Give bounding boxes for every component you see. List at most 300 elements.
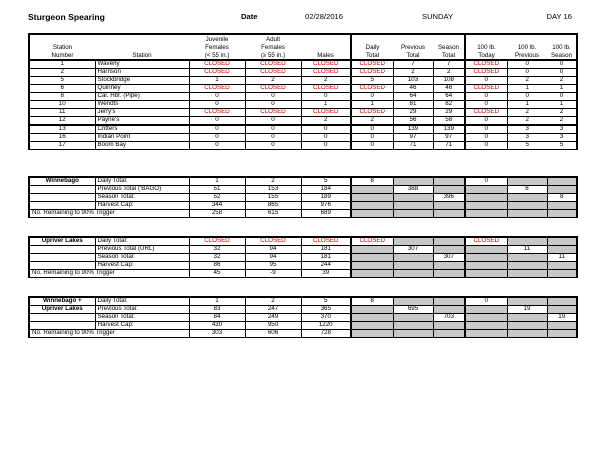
cell-season: 82 <box>433 101 465 109</box>
summary-lb-today <box>465 202 507 210</box>
cell-males: CLOSED <box>301 60 351 69</box>
cell-num: 8 <box>29 93 95 101</box>
summary-lb-previous <box>507 262 547 270</box>
cell-juv: CLOSED <box>189 69 245 77</box>
summary-males: 181 <box>301 246 351 254</box>
summary-label: No. Remaining to 90% Trigger <box>29 270 189 278</box>
summary-males: 5 <box>301 177 351 186</box>
cell-t: CLOSED <box>465 85 507 93</box>
cell-name: Critters <box>95 125 189 134</box>
cell-adult: 2 <box>245 77 301 85</box>
summary-label: Harvest Cap: <box>95 322 189 330</box>
cell-t: 0 <box>465 125 507 134</box>
summary-adult: 2 <box>245 297 301 306</box>
table-row <box>29 101 577 109</box>
cell-adult: 0 <box>245 142 301 150</box>
summary-label: Harvest Cap: <box>95 202 189 210</box>
column-header-daily: Daily <box>351 43 393 51</box>
summary-adult: 94 <box>245 254 301 262</box>
summary-lb-previous <box>507 322 547 330</box>
summary-adult: 247 <box>245 306 301 314</box>
summary-lb-today <box>465 314 507 322</box>
cell-males: 0 <box>301 125 351 134</box>
cell-name: Jerry's <box>95 109 189 117</box>
summary-lb-today <box>465 194 507 202</box>
column-header-juvenile: Juvenile <box>189 34 245 43</box>
summary-daily-total <box>351 210 393 218</box>
summary-previous-total: 307 <box>393 246 433 254</box>
summary-juv: 83 <box>189 306 245 314</box>
header-row <box>29 43 577 51</box>
cell-num: 11 <box>29 109 95 117</box>
summary-label: Season Total: <box>95 254 189 262</box>
summary-adult: 95 <box>245 262 301 270</box>
column-header-juvenile: Females <box>205 43 229 51</box>
summary-males: 5 <box>301 297 351 306</box>
summary-lb-today <box>465 186 507 194</box>
summary-row-remaining <box>29 270 577 278</box>
column-header-previous: Total <box>393 51 433 60</box>
summary-name: Upriver Lakes <box>29 237 95 246</box>
summary-season-total <box>433 262 465 270</box>
column-header-season: Season <box>438 43 459 51</box>
table-row <box>29 117 577 126</box>
report-date: 02/28/2016 <box>305 12 344 21</box>
summary-label: Season Total: <box>95 314 189 322</box>
cell-males: CLOSED <box>301 109 351 117</box>
summary-lb-previous <box>507 330 547 338</box>
cell-daily: CLOSED <box>351 109 393 117</box>
cell-daily: 5 <box>351 77 393 85</box>
header-row <box>29 34 577 43</box>
summary-lb-season <box>547 177 577 186</box>
summary-lb-season <box>547 210 577 218</box>
summary-daily-total <box>351 202 393 210</box>
column-header-station <box>95 34 189 43</box>
summary-previous-total <box>393 254 433 262</box>
cell-prev: 139 <box>393 125 433 134</box>
cell-juv: 0 <box>189 117 245 126</box>
report-header <box>28 12 572 26</box>
cell-adult: 0 <box>245 101 301 109</box>
cell-season: 46 <box>433 85 465 93</box>
summary-season-total <box>433 237 465 246</box>
summary-name-continued: Upriver Lakes <box>29 306 95 314</box>
summary-males: 184 <box>301 186 351 194</box>
cell-num: 12 <box>29 117 95 126</box>
summary-juv: 32 <box>189 254 245 262</box>
column-header-males: Males <box>301 51 351 60</box>
summary-lb-today <box>465 262 507 270</box>
cell-daily: 0 <box>351 125 393 134</box>
summary-adult: -9 <box>245 270 301 278</box>
summary-juv: 303 <box>189 330 245 338</box>
cell-num: 5 <box>29 77 95 85</box>
cell-season: 7 <box>433 60 465 69</box>
summary-juv: 32 <box>189 246 245 254</box>
summary-lb-season: 19 <box>547 314 577 322</box>
summary-previous-total <box>393 297 433 306</box>
column-header-season <box>433 34 465 43</box>
cell-p: 2 <box>507 117 547 126</box>
summary-label: Daily Total: <box>95 177 189 186</box>
cell-s: 0 <box>547 60 577 69</box>
cell-daily: 2 <box>351 117 393 126</box>
summary-name-continued <box>29 186 95 194</box>
summary-lb-previous <box>507 177 547 186</box>
cell-season: 71 <box>433 142 465 150</box>
cell-juv: 0 <box>189 142 245 150</box>
cell-prev: 64 <box>393 93 433 101</box>
column-header-daily <box>351 34 393 43</box>
summary-label: Daily Total: <box>95 297 189 306</box>
cell-t: CLOSED <box>465 109 507 117</box>
summary-lb-previous: 19 <box>507 306 547 314</box>
summary-previous-total: 695 <box>393 306 433 314</box>
cell-season: 97 <box>433 134 465 142</box>
summary-juv: 1 <box>189 297 245 306</box>
summary-daily-total <box>351 246 393 254</box>
column-header-station-number: Station <box>29 43 95 51</box>
cell-name: Waverly <box>95 60 189 69</box>
cell-adult: CLOSED <box>245 85 301 93</box>
cell-num: 2 <box>29 69 95 77</box>
summary-juv: 52 <box>189 194 245 202</box>
summary-daily-total <box>351 330 393 338</box>
summary-row-cap <box>29 262 577 270</box>
column-header-station-number <box>29 34 95 43</box>
cell-s: 1 <box>547 101 577 109</box>
cell-juv: 0 <box>189 134 245 142</box>
table-row <box>29 85 577 93</box>
summary-season-total <box>433 297 465 306</box>
summary-row-remaining <box>29 330 577 338</box>
cell-prev: 103 <box>393 77 433 85</box>
column-header-station <box>95 43 189 51</box>
cell-s: 0 <box>547 93 577 101</box>
cell-num: 16 <box>29 134 95 142</box>
summary-season-total <box>433 202 465 210</box>
column-header-lb-previous <box>507 34 547 43</box>
cell-t: 0 <box>465 134 507 142</box>
summary-previous-total <box>393 270 433 278</box>
cell-p: 0 <box>507 60 547 69</box>
summary-lb-season <box>547 270 577 278</box>
summary-name-spacer <box>29 262 95 270</box>
column-header-lb-today: Today <box>465 51 507 60</box>
cell-daily: 1 <box>351 101 393 109</box>
cell-t: CLOSED <box>465 69 507 77</box>
summary-males: 1220 <box>301 322 351 330</box>
summary-row-cap <box>29 322 577 330</box>
summary-daily-total <box>351 314 393 322</box>
summary-previous-total: 388 <box>393 186 433 194</box>
summary-name-continued <box>29 246 95 254</box>
summary-males: 244 <box>301 262 351 270</box>
cell-t: 0 <box>465 142 507 150</box>
cell-adult: 0 <box>245 125 301 134</box>
summary-season-total <box>433 322 465 330</box>
summary-previous-total <box>393 237 433 246</box>
summary-name-spacer <box>29 322 95 330</box>
table-row <box>29 125 577 134</box>
summary-name-spacer <box>29 314 95 322</box>
summary-previous-total <box>393 262 433 270</box>
cell-juv: 0 <box>189 101 245 109</box>
cell-p: 2 <box>507 109 547 117</box>
cell-name: Stockbridge <box>95 77 189 85</box>
column-header-lb-previous: 100 lb. <box>517 43 537 51</box>
summary-males: 689 <box>301 210 351 218</box>
summary-lb-previous <box>507 210 547 218</box>
cell-num: 13 <box>29 125 95 134</box>
cell-name: Payne's <box>95 117 189 126</box>
cell-adult: 0 <box>245 134 301 142</box>
column-header-males <box>301 34 351 43</box>
cell-t: CLOSED <box>465 60 507 69</box>
cell-males: 0 <box>301 134 351 142</box>
cell-males: 2 <box>301 117 351 126</box>
summary-adult: 2 <box>245 177 301 186</box>
cell-name: Quinney <box>95 85 189 93</box>
summary-previous-total <box>393 202 433 210</box>
cell-num: 6 <box>29 85 95 93</box>
summary-lb-previous <box>507 270 547 278</box>
summary-daily-total: CLOSED <box>351 237 393 246</box>
summary-previous-total <box>393 210 433 218</box>
summary-adult: 155 <box>245 194 301 202</box>
summary-row-remaining <box>29 210 577 218</box>
summary-males: CLOSED <box>301 237 351 246</box>
summary-label: Harvest Cap: <box>95 262 189 270</box>
cell-males: CLOSED <box>301 69 351 77</box>
column-header-station-number: Number <box>29 51 95 60</box>
summary-name-spacer <box>29 202 95 210</box>
table-row <box>29 134 577 142</box>
summary-row-previous <box>29 306 577 314</box>
summary-daily-total <box>351 270 393 278</box>
summary-lb-previous <box>507 314 547 322</box>
cell-s: 3 <box>547 125 577 134</box>
column-header-lb-season: Season <box>547 51 577 60</box>
summary-season-total <box>433 246 465 254</box>
summary-name-spacer <box>29 194 95 202</box>
cell-males: 0 <box>301 142 351 150</box>
summary-lb-today <box>465 270 507 278</box>
summary-lb-today <box>465 210 507 218</box>
station-table <box>28 33 578 150</box>
summary-lb-season: 11 <box>547 254 577 262</box>
summary-daily-total: 8 <box>351 297 393 306</box>
table-row <box>29 93 577 101</box>
cell-p: 3 <box>507 134 547 142</box>
header-row <box>29 51 577 60</box>
summary-adult: 94 <box>245 246 301 254</box>
summary-juv: 51 <box>189 186 245 194</box>
cell-t: 0 <box>465 117 507 126</box>
summary-row-cap <box>29 202 577 210</box>
cell-males: 0 <box>301 93 351 101</box>
cell-juv: CLOSED <box>189 85 245 93</box>
summary-lb-previous: 11 <box>507 246 547 254</box>
summary-adult: 615 <box>245 210 301 218</box>
summary-season-total <box>433 186 465 194</box>
summary-lb-today <box>465 246 507 254</box>
report-day: DAY 16 <box>546 12 572 21</box>
summary-season-total <box>433 210 465 218</box>
cell-prev: 71 <box>393 142 433 150</box>
cell-p: 5 <box>507 142 547 150</box>
cell-p: 1 <box>507 101 547 109</box>
column-header-males <box>301 43 351 51</box>
cell-s: 5 <box>547 142 577 150</box>
summary-lb-previous <box>507 237 547 246</box>
cell-prev: 29 <box>393 109 433 117</box>
summary-males: 976 <box>301 202 351 210</box>
cell-season: 64 <box>433 93 465 101</box>
summary-lb-previous <box>507 202 547 210</box>
column-header-lb-today <box>465 34 507 43</box>
column-header-lb-today: 100 lb. <box>465 43 507 51</box>
cell-daily: CLOSED <box>351 60 393 69</box>
column-header-lb-previous: Previous <box>507 51 547 60</box>
column-header-station: Station <box>95 51 189 60</box>
combined-summary <box>28 296 578 338</box>
cell-season: 139 <box>433 125 465 134</box>
cell-name: Wendts <box>95 101 189 109</box>
summary-row-daily <box>29 237 577 246</box>
summary-row-daily <box>29 297 577 306</box>
summary-juv: 86 <box>189 262 245 270</box>
column-header-adult: Females <box>261 43 285 51</box>
cell-adult: 0 <box>245 93 301 101</box>
column-header-lb-season: 100 lb. <box>547 43 577 51</box>
summary-lb-today <box>465 306 507 314</box>
summary-label: Previous Total (URL) <box>95 246 189 254</box>
date-label: Date <box>241 12 258 21</box>
cell-name: Cal. Hbr. (Pipe) <box>95 93 189 101</box>
cell-p: 1 <box>507 85 547 93</box>
cell-males: 2 <box>301 77 351 85</box>
summary-name: Winnebago + <box>29 297 95 306</box>
cell-daily: CLOSED <box>351 85 393 93</box>
summary-lb-today: 0 <box>465 177 507 186</box>
summary-males: 370 <box>301 314 351 322</box>
cell-juv: CLOSED <box>189 60 245 69</box>
cell-daily: 0 <box>351 134 393 142</box>
summary-label: Previous Total: <box>95 306 189 314</box>
cell-p: 0 <box>507 69 547 77</box>
column-header-adult: (≥ 55 in.) <box>245 51 301 60</box>
cell-males: 1 <box>301 101 351 109</box>
summary-daily-total <box>351 322 393 330</box>
cell-num: 17 <box>29 142 95 150</box>
cell-adult: CLOSED <box>245 109 301 117</box>
cell-adult: CLOSED <box>245 69 301 77</box>
cell-prev: 46 <box>393 85 433 93</box>
table-row <box>29 60 577 69</box>
summary-previous-total <box>393 194 433 202</box>
summary-adult: 950 <box>245 322 301 330</box>
summary-season-total <box>433 270 465 278</box>
summary-label: Season Total: <box>95 194 189 202</box>
summary-season-total <box>433 330 465 338</box>
column-header-previous <box>393 34 433 43</box>
upriver-lakes-summary <box>28 236 578 278</box>
summary-juv: 344 <box>189 202 245 210</box>
summary-juv: 430 <box>189 322 245 330</box>
column-header-adult: Adult <box>245 34 301 43</box>
summary-juv: 84 <box>189 314 245 322</box>
summary-name-spacer <box>29 254 95 262</box>
cell-daily: CLOSED <box>351 69 393 77</box>
summary-males: 181 <box>301 254 351 262</box>
summary-adult: 249 <box>245 314 301 322</box>
cell-daily: 0 <box>351 142 393 150</box>
summary-season-total <box>433 306 465 314</box>
cell-name: Boom Bay <box>95 142 189 150</box>
summary-lb-today <box>465 330 507 338</box>
summary-lb-previous: 8 <box>507 186 547 194</box>
summary-previous-total <box>393 314 433 322</box>
cell-season: 108 <box>433 77 465 85</box>
summary-season-total <box>433 177 465 186</box>
cell-name: Harrison <box>95 69 189 77</box>
cell-prev: 97 <box>393 134 433 142</box>
summary-previous-total <box>393 177 433 186</box>
summary-adult: 865 <box>245 202 301 210</box>
summary-lb-previous <box>507 254 547 262</box>
summary-lb-previous <box>507 194 547 202</box>
summary-daily-total <box>351 306 393 314</box>
cell-juv: 1 <box>189 77 245 85</box>
table-row <box>29 77 577 85</box>
cell-num: 1 <box>29 60 95 69</box>
summary-lb-season: 8 <box>547 194 577 202</box>
cell-t: 0 <box>465 93 507 101</box>
summary-season-total: 396 <box>433 194 465 202</box>
summary-season-total: 703 <box>433 314 465 322</box>
summary-males: 39 <box>301 270 351 278</box>
summary-lb-today <box>465 322 507 330</box>
cell-p: 2 <box>507 77 547 85</box>
summary-row-previous <box>29 186 577 194</box>
summary-daily-total <box>351 262 393 270</box>
summary-row-season <box>29 254 577 262</box>
report-title: Sturgeon Spearing <box>28 12 105 22</box>
summary-lb-season <box>547 237 577 246</box>
cell-name: Indian Point <box>95 134 189 142</box>
cell-juv: 0 <box>189 93 245 101</box>
cell-juv: CLOSED <box>189 109 245 117</box>
cell-t: 0 <box>465 77 507 85</box>
summary-name: Winnebago <box>29 177 95 186</box>
summary-adult: 606 <box>245 330 301 338</box>
summary-juv: 45 <box>189 270 245 278</box>
summary-previous-total <box>393 322 433 330</box>
cell-season: 2 <box>433 69 465 77</box>
summary-lb-today: CLOSED <box>465 237 507 246</box>
summary-juv: 258 <box>189 210 245 218</box>
summary-label: Previous Total ('BAGO) <box>95 186 189 194</box>
cell-s: 2 <box>547 77 577 85</box>
summary-daily-total <box>351 186 393 194</box>
cell-s: 1 <box>547 85 577 93</box>
summary-season-total: 307 <box>433 254 465 262</box>
summary-juv: CLOSED <box>189 237 245 246</box>
summary-row-season <box>29 194 577 202</box>
summary-males: 365 <box>301 306 351 314</box>
